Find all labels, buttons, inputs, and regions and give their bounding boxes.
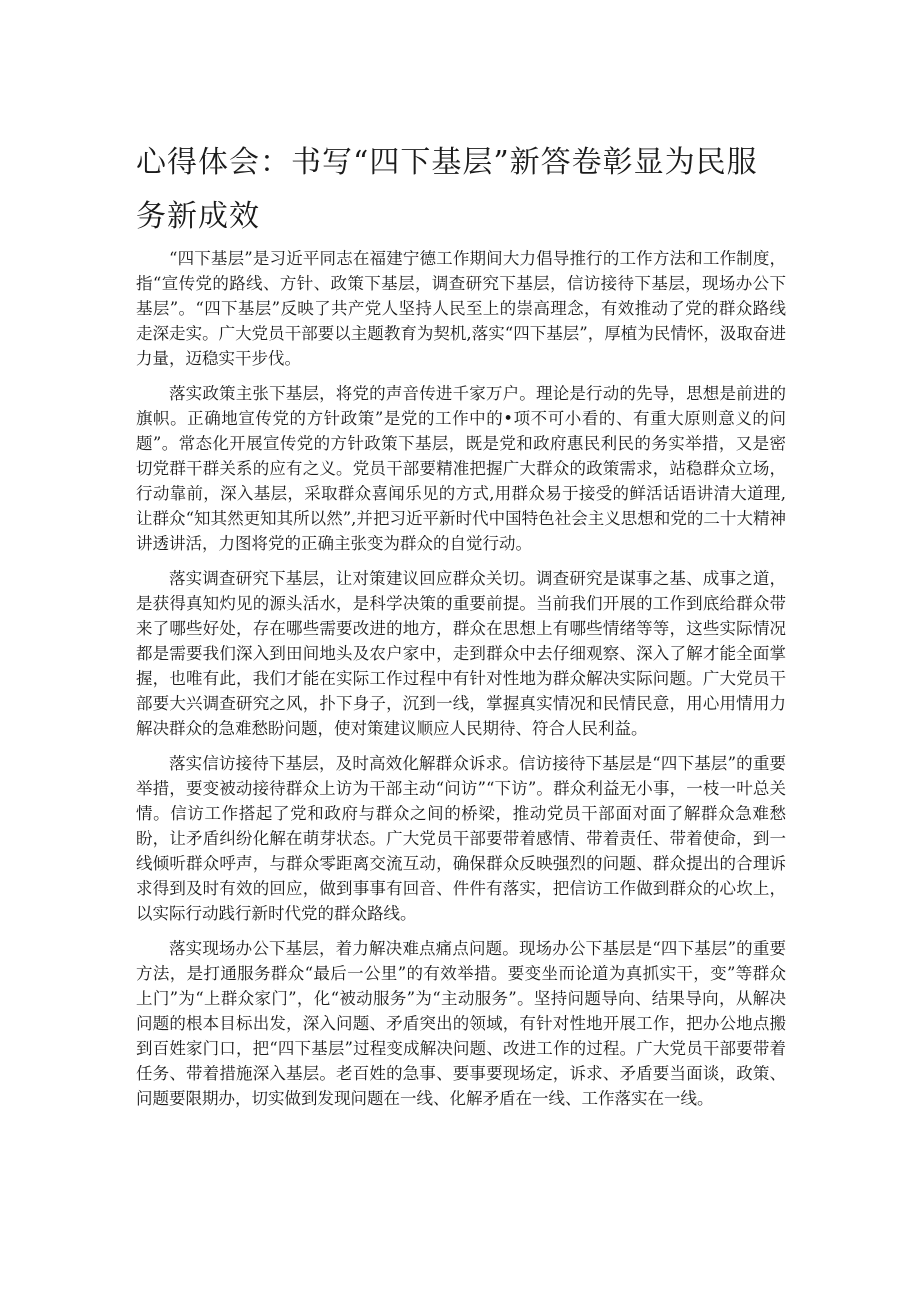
paragraph-policy: 落实政策主张下基层，将党的声音传进千家万户。理论是行动的先导，思想是前进的旗帜。正确地宣传党的方针政策”是党的工作中的•项不可小看的、有重大原则意义的问题”。常态化开展宣传党的方针政策下基层，既是党和政府惠民利民的务实举措，又是密切党群干群关系的应有之义。党员干部要精准把握广大群众的政策需求，站稳群众立场，行动靠前，深入基层，采取群众喜闻乐见的方式,用群众易于接受的鲜活话语讲清大道理,让群众“知其然更知其所以然”,并把习近平新时代中国特色社会主义思想和党的二十大精神讲透讲活，力图将党的正确主张变为群众的自觉行动。	[136, 384, 786, 553]
paragraph-onsite: 落实现场办公下基层，着力解决难点痛点问题。现场办公下基层是“四下基层”的重要方法，是打通服务群众“最后一公里”的有效举措。要变坐而论道为真抓实干，变”等群众上门”为“上群众家门”，化“被动服务”为“主动服务”。坚持问题导向、结果导向，从解决问题的根本目标出发，深入问题、矛盾突出的领域，有针对性地开展工作，把办公地点搬到百姓家门口，把“四下基层”过程变成解决问题、改进工作的过程。广大党员干部要带着任务、带着措施深入基层。老百姓的急事、要事要现场定，诉求、矛盾要当面谈，政策、问题要限期办，切实做到发现问题在一线、化解矛盾在一线、工作落实在一线。	[136, 939, 786, 1108]
document-title: 心得体会：书写“四下基层”新答卷彰显为民服务新成效	[136, 145, 758, 234]
paragraph-petition: 落实信访接待下基层，及时高效化解群众诉求。信访接待下基层是“四下基层”的重要举措，要变被动接待群众上访为干部主动“问访”“下访”。群众利益无小事，一枝一叶总关情。信访工作搭起了党和政府与群众之间的桥梁，推动党员干部面对面了解群众急难愁盼，让矛盾纠纷化解在萌芽状态。广大党员干部要带着感情、带着责任、带着使命，到一线倾听群众呼声，与群众零距离交流互动，确保群众反映强烈的问题、群众提出的合理诉求得到及时有效的回应，做到事事有回音、件件有落实，把信访工作做到群众的心坎上，以实际行动践行新时代党的群众路线。	[136, 754, 786, 923]
paragraph-research: 落实调查研究下基层，让对策建议回应群众关切。调查研究是谋事之基、成事之道，是获得真知灼见的源头活水，是科学决策的重要前提。当前我们开展的工作到底给群众带来了哪些好处，存在哪些需要改进的地方，群众在思想上有哪些情绪等等，这些实际情况都是需要我们深入到田间地头及农户家中，走到群众中去仔细观察、深入了解才能全面掌握，也唯有此，我们才能在实际工作过程中有针对性地为群众解决实际问题。广大党员干部要大兴调查研究之风，扑下身子，沉到一线，掌握真实情况和民情民意，用心用情用力解决群众的急难愁盼问题，使对策建议顺应人民期待、符合人民利益。	[136, 569, 786, 738]
paragraph-intro: “四下基层”是习近平同志在福建宁德工作期间大力倡导推行的工作方法和工作制度，指“宣传党的路线、方针、政策下基层，调查研究下基层，信访接待下基层，现场办公下基层”。“四下基层”反映了共产党人坚持人民至上的崇高理念，有效推动了党的群众路线走深走实。广大党员干部要以主题教育为契机,落实“四下基层”，厚植为民情怀，汲取奋进力量，迈稳实干步伐。	[136, 249, 786, 368]
document-body	[136, 246, 786, 1121]
